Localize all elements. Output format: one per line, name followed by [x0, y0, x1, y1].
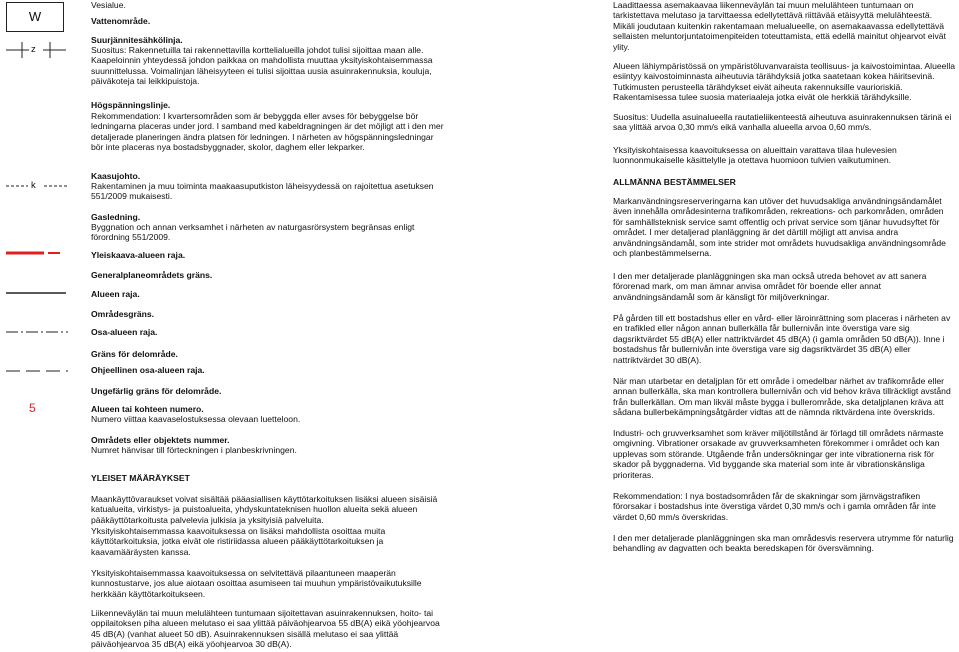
gasline-symbol	[4, 174, 70, 200]
yleiskaava-label: Yleiskaava-alueen raja.	[91, 250, 186, 260]
area-number-symbol: 5	[29, 401, 36, 415]
alueen-kohteen-title: Alueen tai kohteen numero.	[91, 404, 204, 414]
right-p9: Industri- och gruvverksamhet som kräver miljötillstånd är förlagd till områdets närmaste omgivning. Vibrationer orsakade av gruvverksamheten förekommer i området och kan upplevas som störande. Utgående från undersökningar ger inte vibrationerna risk för skador på byggnaderna. Vid byggande ska material som inte är vibrationskänsliga prioriteras.	[613, 428, 944, 480]
subarea-boundary-symbol	[4, 328, 70, 336]
alueen-kohteen-body: Numero viittaa kaavaselostuksessa olevaan luetteloon.	[91, 414, 301, 424]
right-p5: Markanvändningsreserveringarna kan utöver det huvudsakliga användningsändamålet även innehålla områdesinterna trafikområden, rekreations- och parkområden, områden för samhällsteknisk service samt offentlig och privat service som tjänar huvudsyftet för området. I mer detaljerad planläggning är det därtill möjligt att anvisa andra användningsändamål, som inte strider mot områdets huvudsakliga användningsområde och planbestämmelserna.	[613, 196, 946, 259]
yleiset-p4: Liikenneväylän tai muun melulähteen tuntumaan sijoitettavan asuinrakennuksen, hoito- tai oppilaitoksen piha alueen melutaso ei saa ylittää päiväohjearvoa 55 dB(A) eikä yöohjearvoa 45 dB(A) (vanhat alueet 50 dB). Asuinrakennuksen sisällä melutaso ei saa ylittää päiväohjearvoa 35 dB(A) eikä yöohjearvoa 30 dB(A).	[91, 608, 440, 650]
ungefarlig-label: Ungefärlig gräns för delområde.	[91, 386, 222, 396]
hogspanning-title: Högspänningslinje.	[91, 100, 171, 110]
right-p1: Laadittaessa asemakaavaa liikenneväylän tai muun melulähteen tuntumaan on tarkistettava melutaso ja tarvittaessa edellytettävä riittävää etäisyyttä melulähteestä. Mikäli joudutaan kuitenkin rakentamaan melualueelle, on asemakaavassa edellytettävä sellaisten meluntorjuntatoimenpiteiden toteuttamista, että edellä mainitut ohjearvot eivät ylity.	[613, 0, 946, 52]
vesialue-label: Vesialue.	[91, 0, 126, 10]
omradets-title: Områdets eller objektets nummer.	[91, 435, 230, 445]
right-p3: Suositus: Uudella asuinalueella rautatieliikenteestä aiheutuva asuinrakennuksen tärinä ei saa ylittää arvoa 0,30 mm/s eikä vanhalla alueella arvoa 0,60 mm/s.	[613, 112, 952, 133]
vattenomrade-label: Vattenområde.	[91, 16, 151, 26]
yleiset-p1: Maankäyttövaraukset voivat sisältää pääasiallisen käyttötarkoituksen lisäksi alueen sisäisiä katualueita, virkistys- ja puistoalueita, yhdyskuntateknisen huollon alueita sekä alueen pääkäyttötarkoitusta palvelevia julkisia ja yksityisiä palveluita.	[91, 494, 438, 525]
yleiset-p3: Yksityiskohtaisemmassa kaavoituksessa on selvitettävä pilaantuneen maaperän kunnostustarve, jos alue aiotaan osoittaa asumiseen tai muuhun ympäristövaikutuksille herkkään käyttötarkoitukseen.	[91, 568, 422, 599]
right-p11: I den mer detaljerade planläggningen ska man områdesvis reservera utrymme för naturlig behandling av dagvatten och beakta beredskapen för översvämning.	[613, 533, 954, 554]
water-area-letter: W	[28, 9, 42, 24]
alueen-raja-label: Alueen raja.	[91, 289, 140, 299]
kaasujohto-title: Kaasujohto.	[91, 171, 141, 181]
masterplan-boundary-symbol	[4, 249, 70, 257]
right-p2: Alueen lähiympäristössä on ympäristöluvanvaraista teollisuus- ja kaivostoimintaa. Alueella esiintyy kaivostoiminnasta aiheutuvia tärähdyksiä jotka saatetaan kokea häiritsevinä. Tutkimusten perusteella tärähdykset eivät aiheuta rakennuksille vaurioriskiä. Rakentamisessa tulee suosia materiaaleja jotka eivät ole herkkiä tärähdyksille.	[613, 61, 956, 103]
hogspanning-body: Rekommendation: I kvartersområden som är bebyggda eller avses för bebyggelse bör ledningarna placeras under jord. I samband med kabeldragningen är det möjligt att i den mer detaljerade planeringen ändra platsen för ledningen. I närheten av högspänningsledningar bör inte placeras nya bostadsbyggnader, skolor, daghem eller lekparker.	[91, 111, 444, 153]
generalplan-label: Generalplaneområdets gräns.	[91, 270, 213, 280]
powerline-letter: z	[31, 44, 36, 55]
kaasujohto-body: Rakentaminen ja muu toiminta maakaasuputkiston läheisyydessä on rajoitettua asetuksen 551/2009 mukaisesti.	[91, 181, 434, 202]
right-p8: När man utarbetar en detaljplan för ett område i omedelbar närhet av trafikområde eller annan bullerkälla, ska man kontrollera bullernivån och vid behov kräva tillräckligt avstånd från bullerkällan. Om man likväl måste bygga i bullerområde, ska detaljplanen kräva att sådana bullerbekämpningsåtgärder vidtas att de nämnda riktvärdena inte överskrids.	[613, 376, 951, 418]
water-area-symbol	[6, 2, 64, 32]
powerline-symbol	[4, 36, 70, 66]
ohjeellinen-label: Ohjeellinen osa-alueen raja.	[91, 365, 205, 375]
right-p10: Rekommendation: I nya bostadsområden får de skakningar som järnvägstrafiken förorsakar i bostadshus inte överstiga värdet 0,30 mm/s och i gamla områden får inte värdet 0,60 mm/s överskridas.	[613, 491, 936, 522]
gasledning-body: Byggnation och annan verksamhet i närheten av naturgasrörsystem begränsas enligt förordning 551/2009.	[91, 222, 415, 243]
omradets-body: Numret hänvisar till förteckningen i planbeskrivningen.	[91, 445, 297, 455]
right-p7: På gården till ett bostadshus eller en vård- eller läroinrättning som placeras i närheten av en trafikled eller någon annan bullerkälla får bullernivån inte överstiga vare sig dagsriktvärdet 55 dB(A) eller nattriktvärdet 45 dB(A) (i gamla områden 50 dB(A)). Inne i bostadshus får bullernivån inte överstiga vare sig dagsriktvärdet 35 dB(A) eller nattriktvärdet 30 dB(A).	[613, 313, 951, 365]
omradesgrans-label: Områdesgräns.	[91, 309, 155, 319]
suurjannite-body: Suositus: Rakennetuilla tai rakennettavilla korttelialueilla johdot tulisi sijoittaa maan alle. Kaapeloinnin yhteydessä johdon paikkaa on mahdollista muuttaa yksityiskohtaisemmassa suunnittelussa. Voimalinjan läheisyyteen ei tulisi sijoittaa uusia asuinrakennuksia, kouluja, päiväkoteja tai leikkipuistoja.	[91, 45, 433, 87]
gasline-letter: k	[31, 180, 36, 191]
indicative-boundary-symbol	[4, 367, 70, 375]
right-p4: Yksityiskohtaisessa kaavoituksessa on alueittain varattava tilaa hulevesien luonnonmukaiselle käsittelylle ja otettava huomioon tulvien vaikutuminen.	[613, 145, 897, 166]
yleiset-p2: Yksityiskohtaisemmassa kaavoituksessa on lisäksi mahdollista osoittaa muita käyttötarkoituksia, jotka eivät ole ristiriidassa alueen pääkäyttötarkoituksen ja kaavamääräysten kanssa.	[91, 526, 386, 557]
gasledning-title: Gasledning.	[91, 212, 141, 222]
area-boundary-symbol	[4, 289, 70, 297]
allmanna-title: ALLMÄNNA BESTÄMMELSER	[613, 177, 736, 187]
right-p6: I den mer detaljerade planläggningen ska man också utreda behovet av att sanera förorenad mark, om man ämnar anvisa området för boende eller annat användningsändamål som är känsligt för miljöverkningar.	[613, 271, 927, 302]
suurjannite-title: Suurjännitesähkölinja.	[91, 35, 183, 45]
grans-delomrade-label: Gräns för delområde.	[91, 349, 178, 359]
osa-alueen-label: Osa-alueen raja.	[91, 327, 158, 337]
yleiset-title: YLEISET MÄÄRÄYKSET	[91, 473, 190, 483]
